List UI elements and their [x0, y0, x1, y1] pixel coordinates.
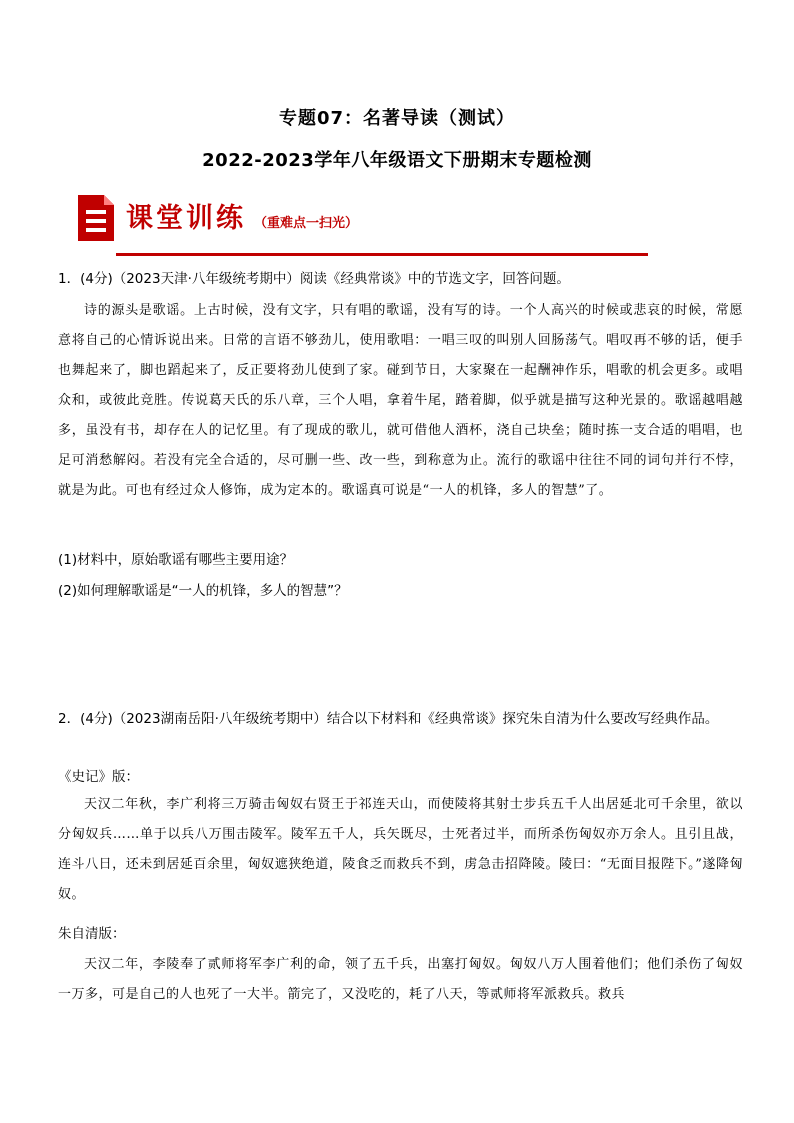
- question-1-sub2: (2)如何理解歌谣是“一人的机锋，多人的智慧”？: [58, 583, 348, 599]
- banner-divider: [116, 253, 648, 256]
- banner-subtitle: （重难点一扫光）: [254, 216, 359, 231]
- question-2-passage-zhuziqing: 天汉二年，李陵奉了贰师将军李广利的命，领了五千兵，出塞打匈奴。匈奴八万人围着他们；他们杀伤了匈奴一万多，可是自己的人也死了一大半。箭完了，又没吃的，耗了八天，等贰师将军派救兵。救兵: [58, 957, 743, 1002]
- question-2-passage-shiji: 天汉二年秋，李广利将三万骑击匈奴右贤王于祁连天山，而使陵将其射士步兵五千人出居延北可千余里，欲以分匈奴兵……单于以兵八万围击陵军。陵军五千人，兵矢既尽，士死者过半，而所杀伤匈奴亦万余人。且引且战，连斗八日，还未到居延百余里，匈奴遮狭绝道，陵食乏而救兵不到，虏急击招降陵。陵曰：“无面目报陛下。”遂降匈奴。: [58, 797, 743, 902]
- banner-title: 课堂训练: [126, 203, 246, 234]
- question-1-passage: 诗的源头是歌谣。上古时候，没有文字，只有唱的歌谣，没有写的诗。一个人高兴的时候或悲哀的时候，常愿意将自己的心情诉说出来。日常的言语不够劲儿，使用歌唱：一唱三叹的叫别人回肠荡气。唱叹再不够的话，便手也舞起来了，脚也蹈起来了，反正要将劲儿使到了家。碰到节日，大家聚在一起酬神作乐，唱歌的机会更多。或唱众和，或彼此竞胜。传说葛天氏的乐八章，三个人唱，拿着牛尾，踏着脚，似乎就是描写这种光景的。歌谣越唱越多，虽没有书，却存在人的记忆里。有了现成的歌儿，就可借他人酒杯，浇自己块垒；随时拣一支合适的唱唱，也足可消愁解闷。若没有完全合适的，尽可删一些、改一些，到称意为止。流行的歌谣中往往不同的词句并行不悖，就是为此。可也有经过众人修饰，成为定本的。歌谣真可说是“一人的机锋，多人的智慧”了。: [58, 303, 743, 498]
- question-2-label-shiji: 《史记》版：: [58, 769, 139, 785]
- page-subtitle: 2022-2023学年八年级语文下册期末专题检测: [202, 150, 592, 171]
- question-1-stem: 1．(4分)（2023天津·八年级统考期中）阅读《经典常谈》中的节选文字，回答问题。: [58, 271, 570, 287]
- document-icon: [76, 193, 116, 243]
- question-2-stem: 2．(4分)（2023湖南岳阳·八年级统考期中）结合以下材料和《经典常谈》探究朱自清为什么要改写经典作品。: [58, 711, 719, 727]
- question-1-sub1: (1)材料中，原始歌谣有哪些主要用途？: [58, 552, 294, 568]
- page-title: 专题07：名著导读（测试）: [278, 108, 516, 129]
- question-2-label-zhuziqing: 朱自清版：: [58, 926, 126, 942]
- section-banner: [76, 190, 648, 258]
